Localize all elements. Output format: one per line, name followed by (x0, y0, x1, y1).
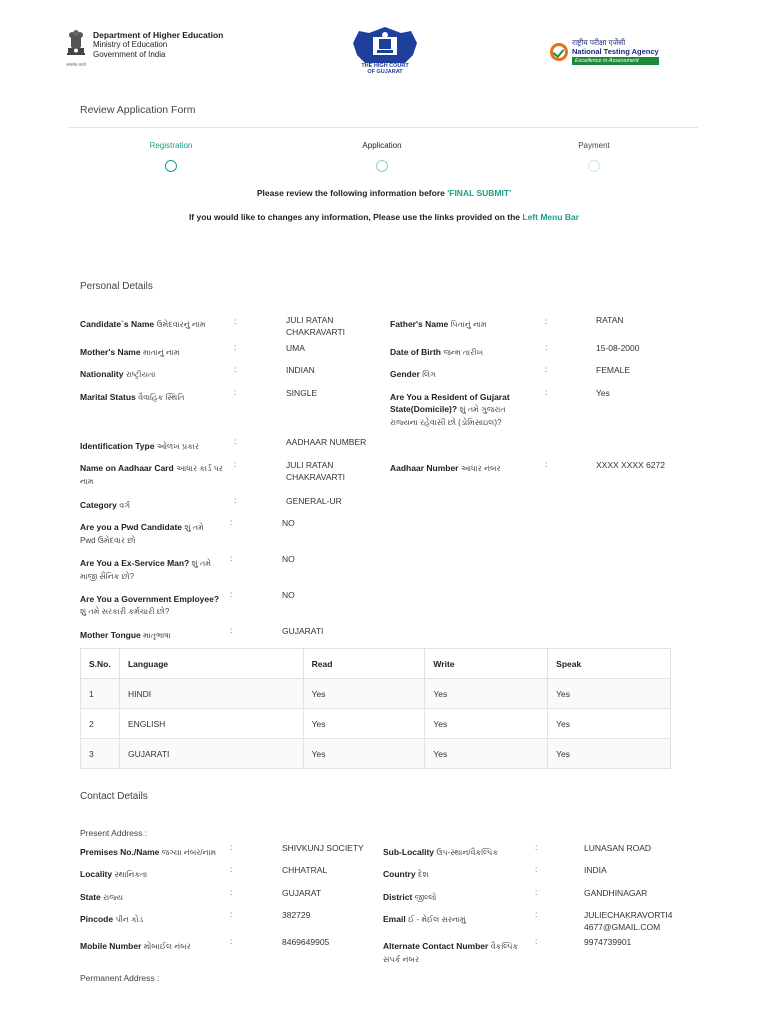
mother-name-value: UMA (286, 343, 305, 353)
nta-tagline: Excellence in Assessment (572, 57, 659, 65)
detail-row (80, 387, 700, 431)
aadhaar-name-label: Name on Aadhaar Card આધાર કાર્ડ પર નામ (80, 463, 223, 486)
step-application-label: Application (362, 141, 402, 150)
colon: : (545, 459, 548, 469)
mother-name-label: Mother's Name માતાનું નામ (80, 347, 180, 357)
languages-table (80, 648, 671, 769)
step-application-circle-icon (376, 160, 388, 172)
table-cell: Yes (548, 679, 671, 709)
detail-row (80, 459, 700, 495)
table-cell: Yes (548, 739, 671, 769)
colon: : (230, 864, 233, 874)
category-value: GENERAL-UR (286, 496, 342, 506)
ex-service-label: Are You a Ex-Service Man? શું તમે માજી સૈનિક છો? (80, 558, 212, 581)
table-row (81, 709, 671, 739)
colon: : (535, 887, 538, 897)
aadhaar-number-label: Aadhaar Number આધાર નંબર (390, 463, 501, 473)
govt-employee-label: Are You a Government Employee? શું તમે સરકારી કર્મચારી છો? (80, 594, 220, 616)
permanent-address-heading: Permanent Address : (80, 973, 160, 983)
sublocality-label: Sub-Locality ઉપ-સ્થાન/વૈકલ્પિક (383, 847, 498, 857)
column-header: S.No. (81, 649, 120, 679)
detail-row (80, 589, 700, 623)
email-label: Email ઈ - મેઈલ સરનામું (383, 914, 466, 924)
colon: : (545, 342, 548, 352)
detail-row (80, 553, 700, 587)
table-cell: Yes (425, 739, 548, 769)
table-cell: ENGLISH (119, 709, 303, 739)
step-registration-label: Registration (149, 141, 193, 150)
final-submit-highlight: 'FINAL SUBMIT' (447, 188, 512, 198)
colon: : (535, 864, 538, 874)
colon: : (230, 553, 233, 563)
left-menu-link[interactable]: Left Menu Bar (522, 212, 580, 222)
table-cell: Yes (425, 679, 548, 709)
marital-value: SINGLE (286, 388, 318, 398)
colon: : (234, 387, 237, 397)
locality-value: CHHATRAL (282, 865, 328, 875)
table-header-row (81, 649, 671, 679)
present-address-heading: Present Address : (80, 828, 148, 838)
step-registration-circle-icon (165, 160, 177, 172)
pincode-label: Pincode પીન કોડ (80, 914, 144, 924)
district-value: GANDHINAGAR (584, 888, 648, 898)
dhe-govt: Government of India (93, 50, 166, 59)
table-cell: Yes (548, 709, 671, 739)
column-header: Language (119, 649, 303, 679)
dhe-logo (64, 30, 223, 70)
hc-line1: THE HIGH COURT (361, 63, 409, 69)
personal-details-heading: Personal Details (80, 281, 153, 292)
nta-check-icon (550, 43, 568, 61)
column-header: Write (425, 649, 548, 679)
table-cell: Yes (303, 679, 425, 709)
ex-service-value: NO (282, 554, 295, 564)
category-label: Category વર્ગ (80, 500, 131, 510)
dhe-ministry: Ministry of Education (93, 40, 168, 49)
detail-row (80, 625, 700, 645)
nta-english: National Testing Agency (572, 47, 659, 56)
left-menu-notice (0, 212, 768, 222)
ashoka-emblem-icon (64, 30, 88, 70)
govt-employee-value: NO (282, 590, 295, 600)
page-title: Review Application Form (80, 104, 196, 116)
marital-label: Marital Status વૈવાહિક સ્થિતિ (80, 392, 185, 402)
detail-row (80, 517, 700, 551)
state-label: State રાજ્ય (80, 892, 124, 902)
column-header: Read (303, 649, 425, 679)
step-payment[interactable] (534, 141, 654, 172)
detail-row (80, 936, 700, 966)
colon: : (234, 342, 237, 352)
colon: : (230, 909, 233, 919)
colon: : (545, 364, 548, 374)
colon: : (234, 364, 237, 374)
state-value: GUJARAT (282, 888, 322, 898)
country-value: INDIA (584, 865, 607, 875)
pincode-value: 382729 (282, 910, 311, 920)
colon: : (535, 842, 538, 852)
final-submit-notice (0, 188, 768, 198)
id-type-label: Identification Type ઓળખ પ્રકાર (80, 441, 199, 451)
step-application[interactable] (322, 141, 442, 172)
nta-hindi: राष्ट्रीय परीक्षा एजेंसी (572, 38, 626, 47)
colon: : (545, 387, 548, 397)
dob-label: Date of Birth જન્મ તારીખ (390, 347, 484, 357)
premises-label: Premises No./Name જગ્યા નંબર/નામ (80, 847, 217, 857)
aadhaar-number-value: XXXX XXXX 6272 (596, 460, 665, 470)
hc-line2: OF GUJARAT (367, 69, 403, 75)
candidate-name-label: Candidate`s Name ઉમેદવારનું નામ (80, 319, 206, 329)
colon: : (545, 316, 548, 326)
table-cell: 3 (81, 739, 120, 769)
premises-value: SHIVKUNJ SOCIETY (282, 843, 364, 853)
detail-row (80, 909, 700, 935)
domicile-value: Yes (596, 388, 610, 398)
notice-text: Please review the following information before (256, 188, 448, 198)
mobile-value: 8469649905 (282, 937, 330, 947)
mother-tongue-value: GUJARATI (282, 626, 324, 636)
sublocality-value: LUNASAN ROAD (584, 843, 652, 853)
father-name-label: Father's Name પિતાનું નામ (390, 319, 487, 329)
alt-contact-label: Alternate Contact Number વૈકલ્પિક સંપર્ક નંબર (383, 941, 519, 964)
colon: : (234, 436, 237, 446)
district-label: District જીલ્લો (383, 892, 437, 902)
gender-value: FEMALE (596, 365, 631, 375)
pwd-label: Are you a Pwd Candidate શું તમે Pwd ઉમેદવાર છો (80, 522, 204, 545)
colon: : (234, 316, 237, 326)
table-cell: Yes (303, 709, 425, 739)
step-payment-label: Payment (578, 141, 610, 150)
table-cell: GUJARATI (119, 739, 303, 769)
nta-logo (550, 38, 659, 65)
domicile-label: Are You a Resident of Gujarat State(Domicile)? શું તમે ગુજરાત રાજ્યના રહેવાસી છો (ડોમિસાઇલ)? (390, 392, 510, 427)
step-registration[interactable] (111, 141, 231, 172)
id-type-value: AADHAAR NUMBER (286, 437, 367, 447)
colon: : (234, 459, 237, 469)
aadhaar-name-value: JULI RATAN CHAKRAVARTI (286, 460, 346, 482)
mother-tongue-label: Mother Tongue માતૃભાષા (80, 630, 171, 640)
nationality-value: INDIAN (286, 365, 315, 375)
candidate-name-value: JULI RATAN CHAKRAVARTI (286, 315, 346, 337)
table-cell: 1 (81, 679, 120, 709)
colon: : (234, 495, 237, 505)
page-header (0, 0, 768, 90)
gender-label: Gender લિંગ (390, 369, 436, 379)
step-payment-circle-icon (588, 160, 600, 172)
colon: : (230, 517, 233, 527)
table-cell: HINDI (119, 679, 303, 709)
pwd-value: NO (282, 518, 295, 528)
column-header: Speak (548, 649, 671, 679)
father-name-value: RATAN (596, 315, 624, 325)
locality-label: Locality સ્થાનિકતા (80, 869, 148, 879)
colon: : (230, 842, 233, 852)
colon: : (230, 625, 233, 635)
nationality-label: Nationality રાષ્ટ્રીયતા (80, 369, 156, 379)
country-label: Country દેશ (383, 869, 429, 879)
alt-contact-value: 9974739901 (584, 937, 632, 947)
colon: : (535, 909, 538, 919)
email-value: JULIECHAKRAVORTI44677@GMAIL.COM (584, 910, 673, 932)
colon: : (230, 887, 233, 897)
title-divider (68, 127, 698, 128)
colon: : (230, 936, 233, 946)
colon: : (535, 936, 538, 946)
table-cell: Yes (425, 709, 548, 739)
table-cell: 2 (81, 709, 120, 739)
emblem-caption: सत्यमेव जयते (66, 62, 86, 67)
high-court-logo (343, 25, 427, 80)
mobile-label: Mobile Number મોબાઈલ નંબર (80, 941, 191, 951)
dob-value: 15-08-2000 (596, 343, 640, 353)
table-row (81, 739, 671, 769)
table-row (81, 679, 671, 709)
table-cell: Yes (303, 739, 425, 769)
dhe-title: Department of Higher Education (93, 30, 224, 40)
contact-details-heading: Contact Details (80, 791, 148, 802)
detail-row (80, 314, 700, 344)
colon: : (230, 589, 233, 599)
notice-text-2: If you would like to changes any information, Please use the links provided on the (188, 212, 523, 222)
